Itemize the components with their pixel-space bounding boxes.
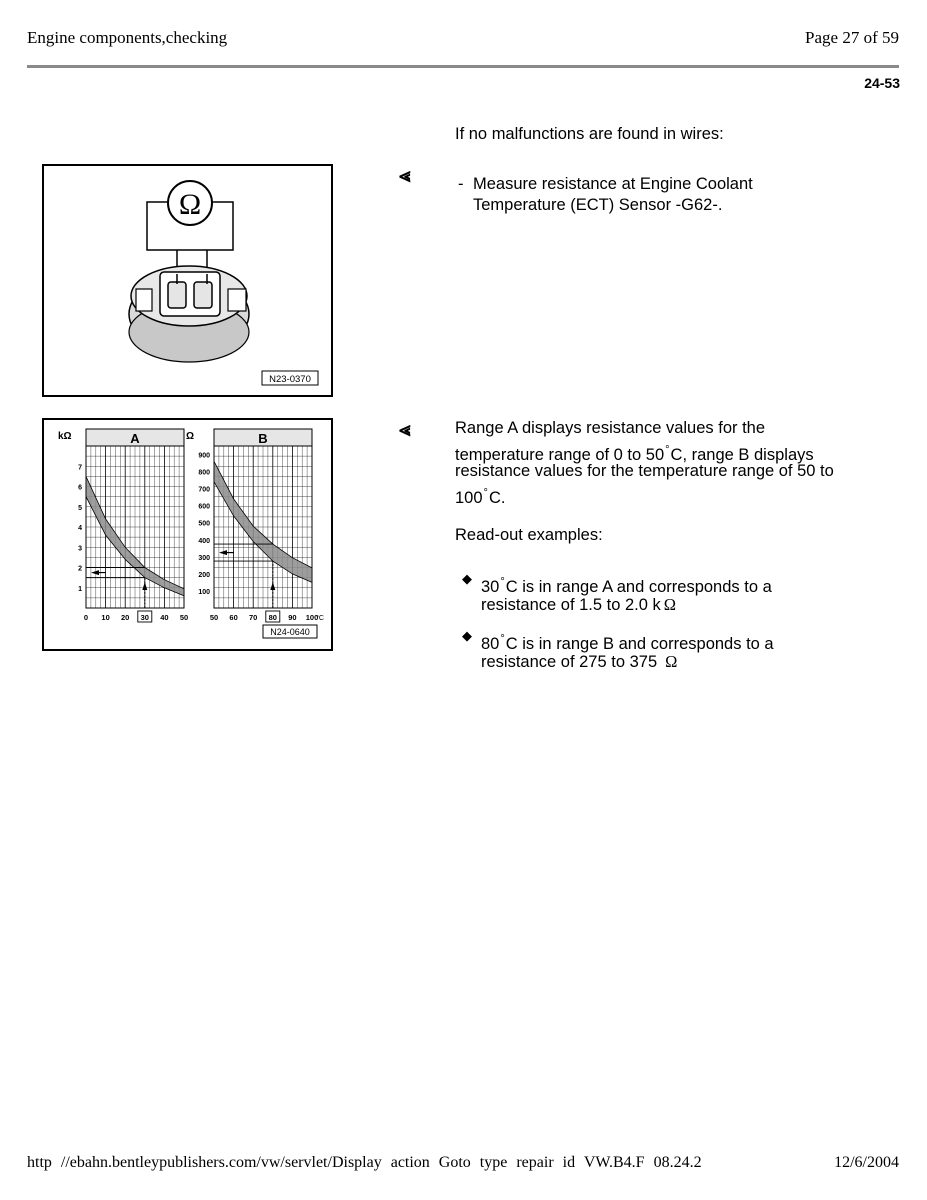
chart-y-unit: kΩ (58, 431, 72, 442)
resistance-charts (44, 420, 331, 649)
y-tick-label: 500 (198, 520, 210, 528)
y-tick-label: 5 (78, 504, 82, 512)
y-tick-label: 6 (78, 484, 82, 492)
example-2-line-1: 80°C is in range B and corresponds to a (481, 633, 774, 653)
y-tick-label: 1 (78, 585, 82, 593)
readout-arrow-left (219, 550, 227, 555)
ohm-symbol: Ω (178, 188, 202, 221)
y-tick-label: 700 (198, 486, 210, 494)
y-tick-label: 400 (198, 537, 210, 545)
y-tick-label: 900 (198, 452, 210, 460)
x-tick-label: 50 (209, 613, 219, 622)
x-tick-label: 70 (249, 613, 258, 622)
x-tick-label: 90 (288, 613, 297, 622)
y-tick-label: 300 (198, 554, 210, 562)
y-tick-label: 200 (198, 571, 210, 579)
range-line-4: 100°C. (455, 487, 506, 507)
sensor-illustration (44, 166, 331, 395)
footer-url: http //ebahn.bentleypublishers.com/vw/servlet/Display action Goto type repair id VW.B4.F 08.24.2 (27, 1154, 702, 1171)
x-tick-label: 30 (140, 613, 149, 622)
step-line-1: Measure resistance at Engine Coolant (473, 175, 753, 193)
x-tick-label: 40 (160, 613, 169, 622)
readout-title: Read-out examples: (455, 526, 603, 544)
x-tick-label: 80 (268, 613, 277, 622)
y-tick-label: 3 (78, 545, 82, 553)
x-tick-label: 100 (305, 613, 319, 622)
readout-arrow-up (270, 582, 275, 590)
readout-arrow-left (91, 570, 99, 575)
example-1-line-1: 30°C is in range A and corresponds to a (481, 576, 772, 596)
example-2-line-2: resistance of 275 to 375 Ω (481, 652, 678, 671)
y-tick-label: 7 (78, 464, 82, 472)
sensor-figure (42, 164, 333, 397)
resistance-chart-figure (42, 418, 333, 651)
document-title: Engine components,checking (27, 28, 228, 47)
x-tick-label: 20 (121, 613, 130, 622)
diamond-bullet-icon: ◆ (462, 628, 472, 643)
x-unit-label: °C (316, 615, 324, 622)
range-line-2: temperature range of 0 to 50°C, range B displays (455, 444, 814, 464)
chart-title: B (258, 431, 268, 446)
x-tick-label: 60 (229, 613, 238, 622)
x-tick-label: 0 (83, 613, 89, 622)
readout-arrow-up (142, 582, 147, 590)
page-number: Page 27 of 59 (805, 28, 899, 47)
y-tick-label: 800 (198, 469, 210, 477)
y-tick-label: 100 (198, 588, 210, 596)
range-line-3: resistance values for the temperature range of 50 to (455, 462, 834, 480)
example-1-line-2: resistance of 1.5 to 2.0 k Ω (481, 595, 677, 614)
diamond-bullet-icon: ◆ (462, 571, 472, 586)
section-code: 24-53 (864, 75, 900, 91)
pointer-arrow-icon: ⪡ (399, 165, 411, 187)
y-tick-label: 4 (78, 525, 82, 532)
intro-text: If no malfunctions are found in wires: (455, 125, 724, 143)
figure-label: N23-0370 (269, 374, 311, 385)
step-dash: - (458, 175, 464, 193)
figure-label: N24-0640 (270, 627, 310, 637)
y-tick-label: 600 (198, 503, 210, 511)
header-divider (27, 65, 899, 68)
x-tick-label: 10 (101, 613, 110, 622)
x-tick-label: 50 (179, 613, 189, 622)
y-tick-label: 2 (78, 565, 82, 573)
chart-title: A (130, 431, 140, 446)
footer-date: 12/6/2004 (834, 1154, 899, 1171)
range-line-1: Range A displays resistance values for the (455, 419, 766, 437)
step-line-2: Temperature (ECT) Sensor -G62-. (473, 196, 723, 214)
pointer-arrow-icon: ⪡ (399, 419, 411, 441)
chart-y-unit: Ω (186, 431, 195, 442)
